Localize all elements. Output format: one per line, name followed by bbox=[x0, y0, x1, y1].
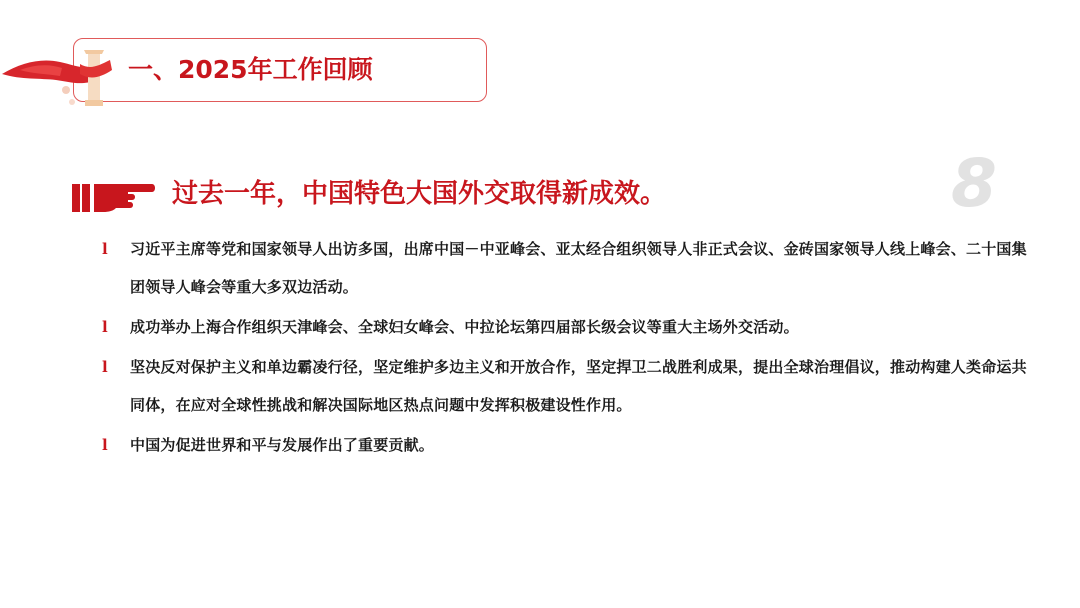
list-item bbox=[100, 348, 1040, 424]
bullet-list bbox=[100, 230, 1040, 466]
bullet-text: 中国为促进世界和平与发展作出了重要贡献。 bbox=[130, 436, 435, 454]
flag-ribbon-icon bbox=[0, 40, 118, 118]
bullet-text: 坚决反对保护主义和单边霸凌行径，坚定维护多边主义和开放合作，坚定捍卫二战胜利成果，提出全球治理倡议，推动构建人类命运共同体，在应对全球性挑战和解决国际地区热点问题中发挥积极建设性作用。 bbox=[130, 358, 1027, 414]
header-title: 一、2025年工作回顾 bbox=[128, 55, 373, 84]
bullet-marker: l bbox=[102, 436, 108, 454]
bullet-marker: l bbox=[102, 358, 108, 376]
bullet-text: 成功举办上海合作组织天津峰会、全球妇女峰会、中拉论坛第四届部长级会议等重大主场外交活动。 bbox=[130, 318, 799, 336]
bullet-text: 习近平主席等党和国家领导人出访多国，出席中国－中亚峰会、亚太经合组织领导人非正式会议、金砖国家领导人线上峰会、二十国集团领导人峰会等重大多双边活动。 bbox=[130, 240, 1027, 296]
list-item bbox=[100, 308, 1040, 346]
pointing-hand-icon bbox=[72, 178, 156, 214]
list-item bbox=[100, 426, 1040, 464]
section-heading: 过去一年，中国特色大国外交取得新成效。 bbox=[172, 179, 667, 209]
bullet-marker: l bbox=[102, 318, 108, 336]
page-number: 8 bbox=[951, 145, 997, 222]
list-item bbox=[100, 230, 1040, 306]
bullet-marker: l bbox=[102, 240, 108, 258]
